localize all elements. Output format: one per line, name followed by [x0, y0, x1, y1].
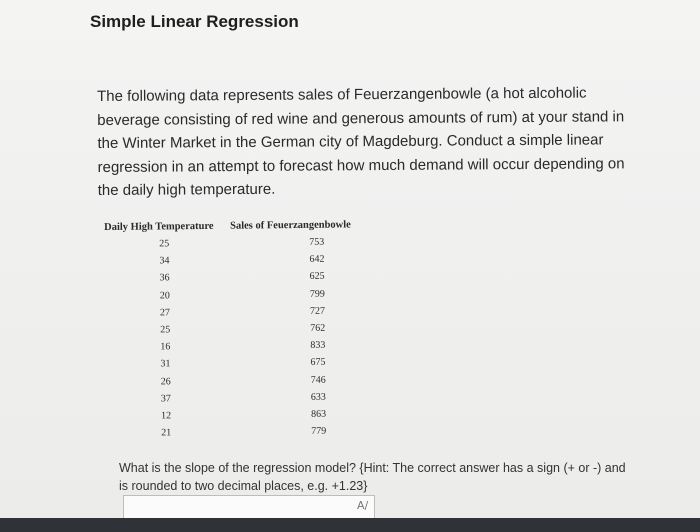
- sales-cell: 642: [309, 253, 325, 266]
- temperature-cell: 31: [160, 358, 171, 370]
- sales-cell: 799: [309, 288, 325, 300]
- temperature-cell: 16: [160, 341, 171, 353]
- data-table: [104, 215, 372, 442]
- table-row: [106, 422, 372, 442]
- sales-cell: 833: [310, 339, 326, 352]
- sales-cell: 633: [310, 391, 326, 403]
- question-text: What is the slope of the regression model? {Hint: The correct answer has a sign (+ or -) and is rounded to two decimal places, e.g. +1.23}: [119, 461, 626, 493]
- bottom-bar: [0, 518, 700, 532]
- spellcheck-icon[interactable]: A∕: [357, 499, 369, 512]
- temperature-cell: 34: [159, 255, 170, 267]
- sales-cell: 675: [310, 357, 326, 369]
- temperature-cell: 25: [160, 324, 171, 336]
- sales-cell: 625: [309, 271, 325, 283]
- temperature-cell: 37: [160, 393, 171, 405]
- sales-cell: 779: [311, 425, 327, 437]
- temperature-cell: 36: [159, 272, 170, 284]
- sales-cell: 727: [309, 305, 326, 317]
- sales-cell: 753: [309, 236, 325, 248]
- sales-cell: 746: [310, 374, 326, 386]
- temperature-cell: 12: [161, 410, 172, 422]
- temperature-cell: 26: [160, 375, 171, 388]
- temperature-cell: 27: [159, 307, 171, 319]
- temperature-cell: 20: [159, 289, 170, 302]
- sales-cell: 762: [310, 322, 326, 334]
- sales-cell: 863: [311, 408, 327, 420]
- temperature-cell: 25: [159, 238, 170, 250]
- problem-description: The following data represents sales of Feuerzangenbowle (a hot alcoholic beverage consisting of red wine and generous amounts of rum) at your stand in the Winter Market in the German city of Magdeburg. Conduct a simple linear regression in an attempt to forecast how much demand will occur depending on the daily high temperature.: [97, 84, 625, 199]
- temperature-cell: 21: [161, 427, 172, 439]
- header-temperature: Daily High Temperature: [104, 220, 214, 233]
- header-sales: Sales of Feuerzangenbowle: [230, 218, 351, 232]
- page-title: Simple Linear Regression: [90, 12, 299, 31]
